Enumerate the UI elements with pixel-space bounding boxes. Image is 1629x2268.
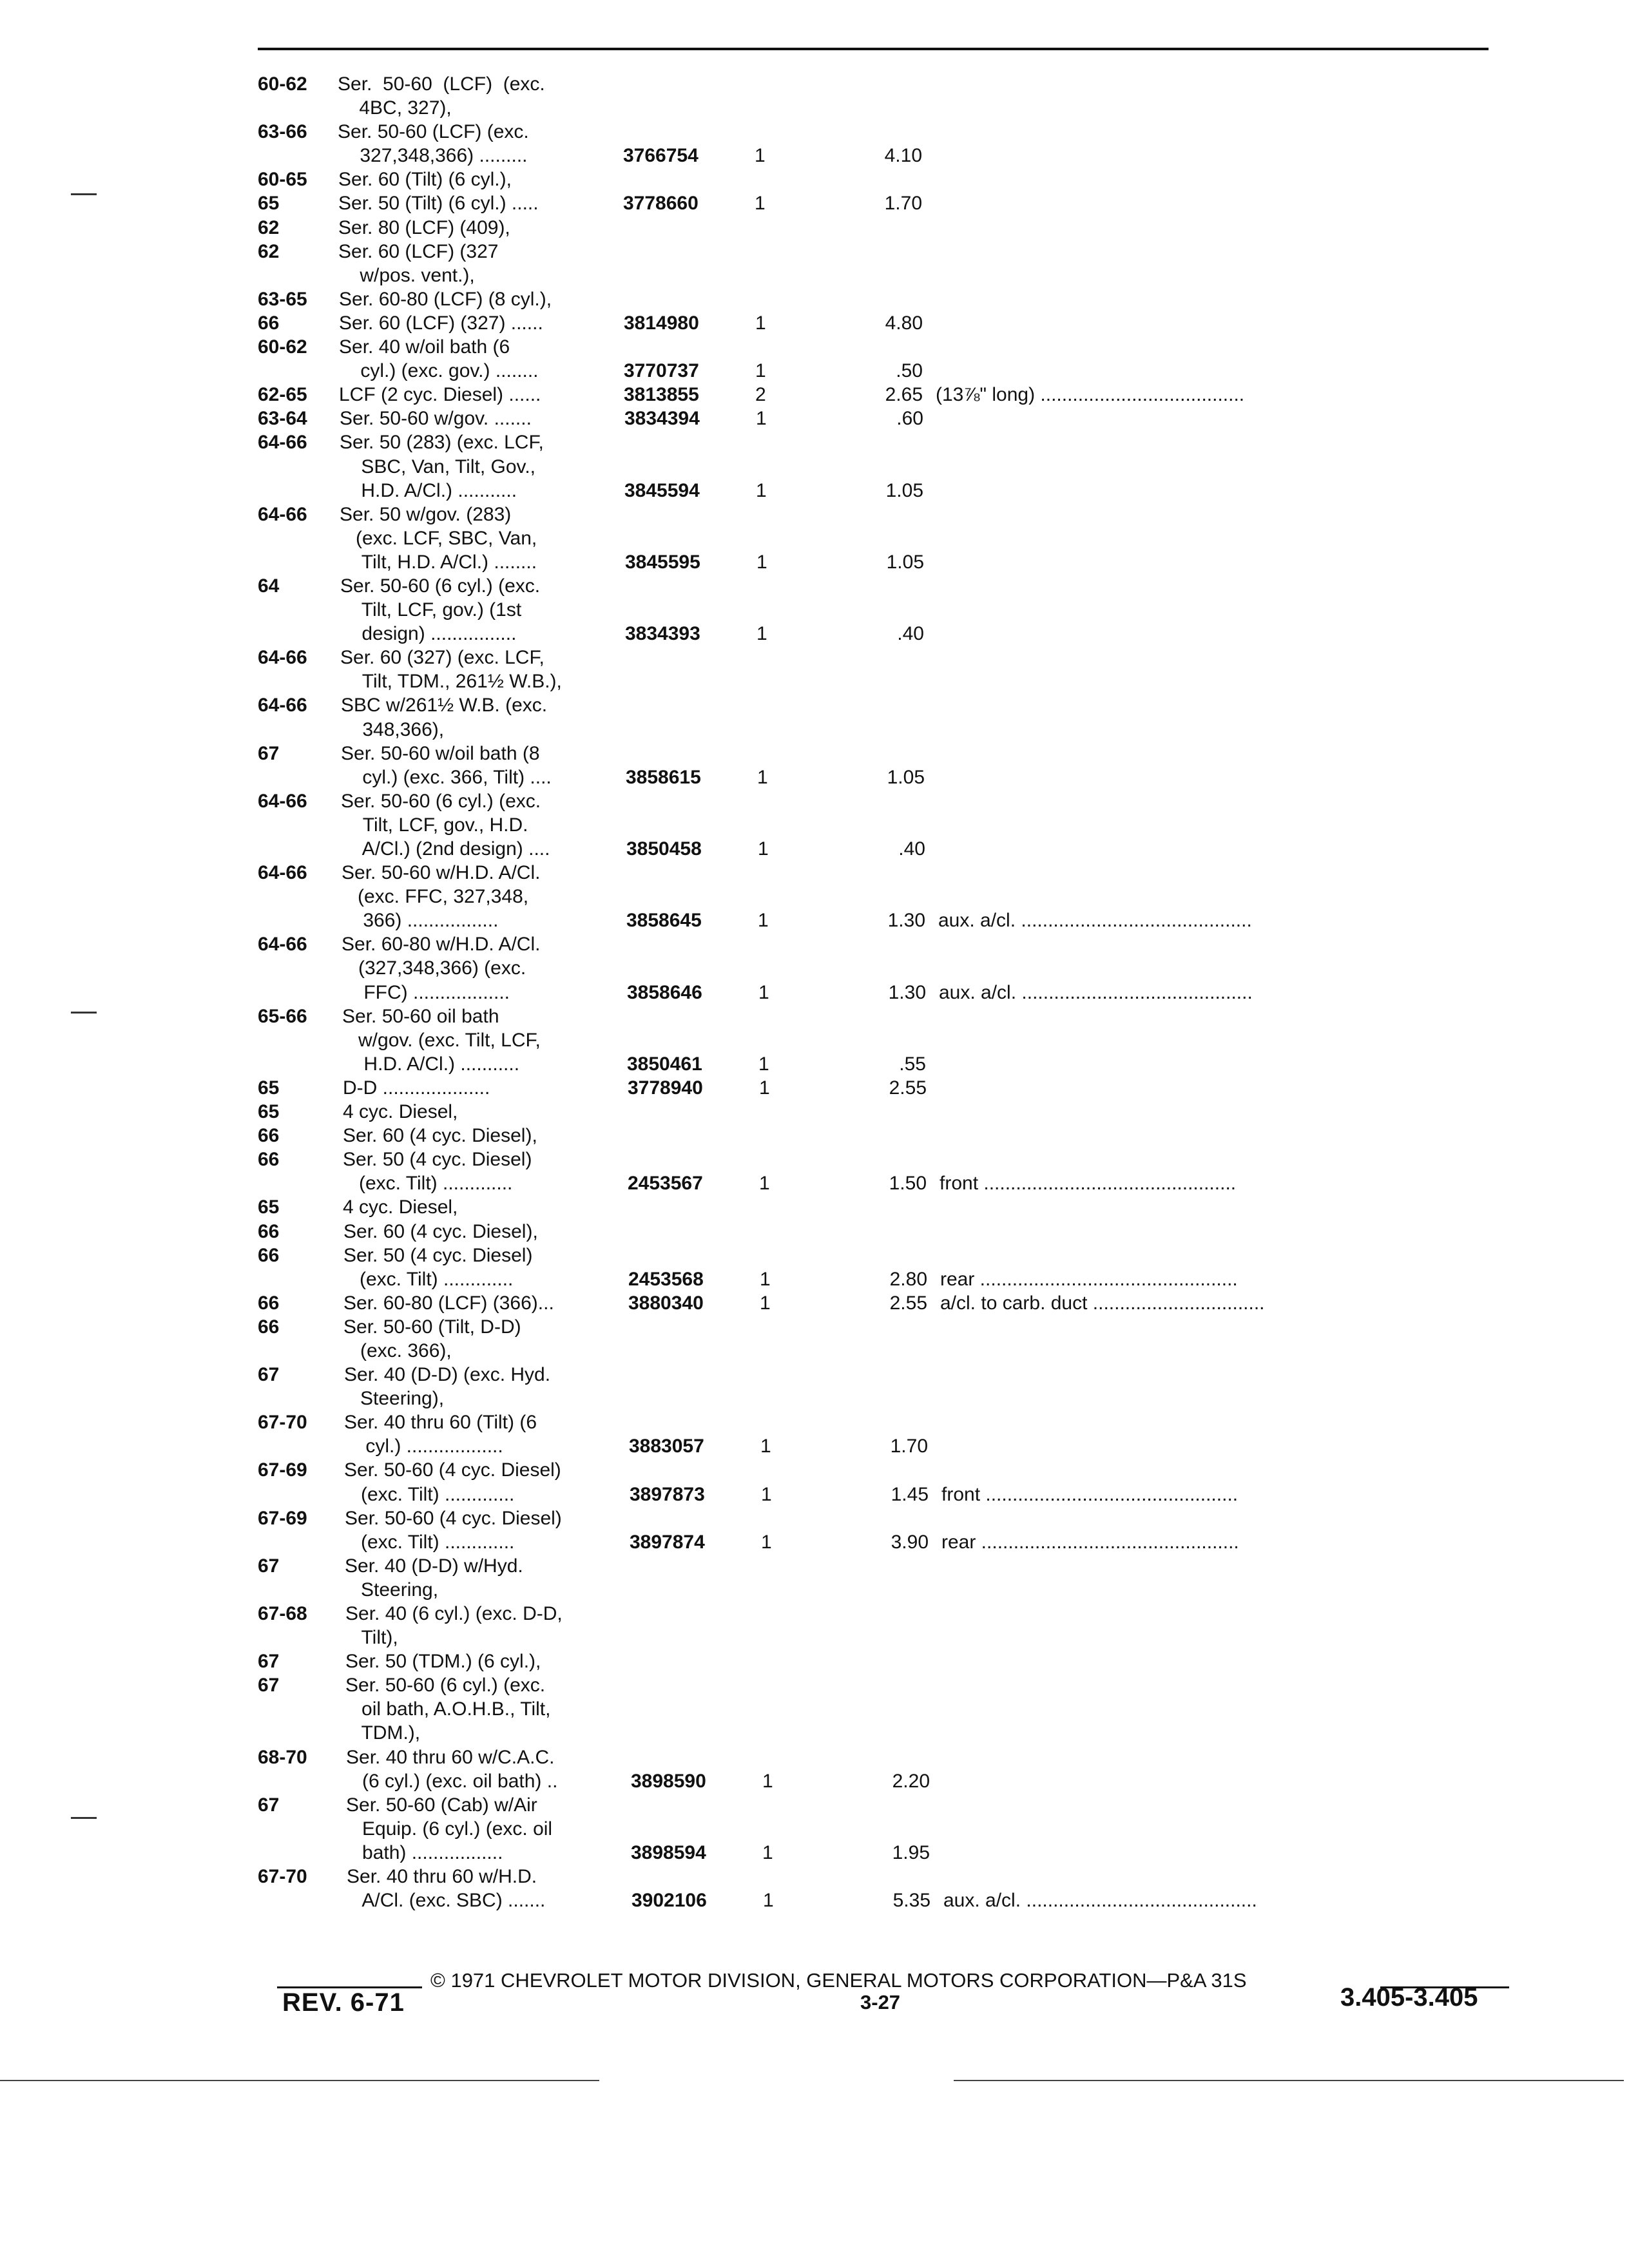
part-number: 3898594 — [631, 1841, 706, 1863]
year-range: 67 — [258, 1794, 280, 1816]
quantity: 2 — [755, 384, 766, 406]
year-range: 67 — [258, 1651, 280, 1673]
price: 1.05 — [886, 551, 924, 573]
part-note: aux. a/cl. ........................................... — [938, 910, 1252, 932]
price: 1.70 — [890, 1436, 928, 1457]
part-number: 3813855 — [624, 384, 699, 406]
year-range: 67-68 — [258, 1603, 307, 1624]
year-range: 63-64 — [258, 408, 307, 430]
price: 4.10 — [884, 145, 922, 167]
part-description: Ser. 50-60 (Cab) w/Air — [346, 1794, 537, 1816]
part-row — [258, 1626, 1514, 1649]
part-number: 3850458 — [626, 838, 702, 860]
price: 3.90 — [891, 1531, 929, 1553]
price: .40 — [897, 623, 924, 645]
part-description: Ser. 40 w/oil bath (6 — [339, 336, 510, 358]
part-row — [258, 1148, 1514, 1171]
year-range: 64-66 — [258, 503, 307, 525]
price: .55 — [899, 1053, 926, 1075]
part-row — [258, 479, 1514, 503]
year-range: 64-66 — [258, 695, 307, 716]
part-row — [258, 981, 1514, 1004]
price: 2.55 — [889, 1292, 927, 1314]
part-description: cyl.) .................. — [344, 1436, 503, 1457]
part-description: Ser. 60 (327) (exc. LCF, — [340, 647, 545, 669]
part-number: 3834394 — [624, 408, 700, 430]
part-description: Ser. 50 w/gov. (283) — [340, 503, 512, 525]
part-number: 3778660 — [623, 193, 699, 215]
year-range: 64-66 — [258, 790, 307, 812]
part-row — [258, 168, 1514, 191]
quantity: 1 — [758, 910, 769, 932]
part-number: 3766754 — [623, 145, 699, 167]
year-range: 67 — [258, 1555, 280, 1577]
part-description: (exc. LCF, SBC, Van, — [340, 527, 537, 549]
part-row — [258, 1865, 1514, 1888]
price: 1.30 — [888, 981, 926, 1003]
part-row — [258, 1267, 1514, 1291]
part-description: design) ................ — [340, 623, 517, 645]
part-note: aux. a/cl. ........................................... — [943, 1890, 1257, 1912]
part-number: 3834393 — [625, 623, 700, 645]
part-row — [258, 1483, 1514, 1506]
part-number: 3880340 — [628, 1292, 704, 1314]
part-description: Equip. (6 cyl.) (exc. oil — [346, 1818, 553, 1840]
part-number: 3814980 — [624, 312, 699, 334]
price: 2.80 — [889, 1268, 927, 1290]
year-range: 67-69 — [258, 1507, 307, 1529]
part-row — [258, 622, 1514, 646]
part-row — [258, 1124, 1514, 1148]
price: 1.50 — [889, 1173, 927, 1195]
part-row — [258, 837, 1514, 861]
part-description: (exc. FFC, 327,348, — [342, 886, 529, 908]
part-row — [258, 1244, 1514, 1267]
part-number: 3897874 — [630, 1531, 705, 1553]
quantity: 1 — [756, 479, 767, 501]
part-row — [258, 1052, 1514, 1076]
part-description: 327,348,366) ......... — [338, 145, 528, 167]
quantity: 1 — [755, 360, 766, 382]
part-description: Ser. 50-60 (Tilt, D-D) — [343, 1316, 521, 1338]
top-rule — [258, 48, 1489, 50]
part-description: Ser. 50-60 (4 cyc. Diesel) — [345, 1507, 562, 1529]
part-row — [258, 789, 1514, 813]
part-description: H.D. A/Cl.) ........... — [340, 479, 517, 501]
part-row — [258, 120, 1514, 144]
part-row — [258, 1220, 1514, 1244]
price: 5.35 — [892, 1890, 930, 1912]
quantity: 1 — [757, 551, 767, 573]
part-row — [258, 765, 1514, 789]
part-number: 3858645 — [626, 910, 702, 932]
part-row — [258, 1793, 1514, 1817]
part-description: (exc. Tilt) ............. — [343, 1268, 514, 1290]
part-row — [258, 503, 1514, 526]
year-range: 64-66 — [258, 432, 307, 454]
part-row — [258, 646, 1514, 669]
part-row — [258, 1554, 1514, 1578]
part-row — [258, 932, 1514, 956]
part-row — [258, 287, 1514, 311]
part-row — [258, 861, 1514, 885]
price: 1.45 — [891, 1483, 929, 1505]
price: .60 — [896, 408, 923, 430]
part-description: 4 cyc. Diesel, — [343, 1196, 458, 1218]
part-row — [258, 1578, 1514, 1602]
year-range: 60-65 — [258, 169, 307, 191]
year-range: 62 — [258, 240, 280, 262]
part-row — [258, 1434, 1514, 1458]
part-description: Ser. 50-60 (4 cyc. Diesel) — [344, 1459, 561, 1481]
part-row — [258, 1841, 1514, 1865]
year-range: 64 — [258, 575, 280, 597]
part-description: Ser. 60-80 w/H.D. A/Cl. — [342, 934, 541, 956]
part-number: 3858646 — [627, 981, 702, 1003]
part-description: Tilt, TDM., 261½ W.B.), — [341, 671, 562, 693]
part-description: Ser. 50 (TDM.) (6 cyl.), — [345, 1651, 541, 1673]
part-description: Tilt, LCF, gov.) (1st — [340, 599, 522, 621]
revision-date: REV. 6-71 — [282, 1988, 405, 2017]
margin-mark — [71, 1012, 97, 1014]
year-range: 66 — [258, 1316, 280, 1338]
part-description: Steering, — [345, 1579, 439, 1600]
part-description: Tilt), — [345, 1627, 398, 1649]
quantity: 1 — [758, 981, 769, 1003]
part-number: 3778940 — [628, 1077, 703, 1099]
part-description: Ser. 60 (LCF) (327 — [338, 240, 499, 262]
part-row — [258, 1602, 1514, 1626]
part-row — [258, 574, 1514, 598]
part-description: Ser. 50 (4 cyc. Diesel) — [343, 1149, 532, 1171]
part-description: TDM.), — [345, 1722, 421, 1744]
part-description: SBC, Van, Tilt, Gov., — [340, 456, 535, 477]
part-number: 3858615 — [626, 766, 701, 788]
bottom-rule-right — [954, 2080, 1624, 2081]
quantity: 1 — [759, 1173, 770, 1195]
part-row — [258, 718, 1514, 742]
part-description: Ser. 40 (D-D) w/Hyd. — [345, 1555, 523, 1577]
part-row — [258, 956, 1514, 980]
part-row — [258, 359, 1514, 383]
part-description: Tilt, H.D. A/Cl.) ........ — [340, 551, 537, 573]
part-row — [258, 1673, 1514, 1697]
year-range: 65 — [258, 1196, 280, 1218]
part-description: SBC w/261½ W.B. (exc. — [341, 695, 548, 716]
part-row — [258, 264, 1514, 287]
part-row — [258, 908, 1514, 932]
part-description: Ser. 40 (D-D) (exc. Hyd. — [344, 1364, 551, 1386]
quantity: 1 — [758, 838, 769, 860]
year-range: 60-62 — [258, 336, 307, 358]
part-description: H.D. A/Cl.) ........... — [342, 1053, 520, 1075]
part-row — [258, 1004, 1514, 1028]
year-range: 67 — [258, 1364, 280, 1386]
year-range: 65-66 — [258, 1005, 307, 1027]
year-range: 64-66 — [258, 647, 307, 669]
part-row — [258, 1410, 1514, 1434]
part-description: A/Cl. (exc. SBC) ....... — [347, 1890, 546, 1912]
year-range: 64-66 — [258, 862, 307, 884]
part-row — [258, 1195, 1514, 1219]
price: 2.55 — [889, 1077, 927, 1099]
part-row — [258, 1530, 1514, 1554]
price: 1.05 — [887, 766, 925, 788]
part-number: 2453568 — [628, 1268, 704, 1290]
part-description: Ser. 50-60 (6 cyl.) (exc. — [341, 790, 541, 812]
part-row — [258, 72, 1514, 96]
part-description: 348,366), — [341, 718, 445, 740]
price: 1.70 — [884, 193, 922, 215]
part-note: rear ................................................ — [941, 1531, 1239, 1553]
year-range: 65 — [258, 1077, 280, 1099]
bottom-rule-left — [0, 2080, 599, 2081]
price: 1.05 — [885, 479, 923, 501]
part-description: Ser. 50-60 (6 cyl.) (exc. — [340, 575, 541, 597]
part-number: 3850461 — [627, 1053, 702, 1075]
part-row — [258, 1745, 1514, 1769]
part-description: Ser. 60-80 (LCF) (366)... — [343, 1292, 554, 1314]
part-description: A/Cl.) (2nd design) .... — [342, 838, 550, 860]
part-description: D-D .................... — [343, 1077, 490, 1099]
part-description: Ser. 50-60 w/gov. ....... — [340, 408, 532, 430]
part-row — [258, 1171, 1514, 1195]
part-row — [258, 430, 1514, 454]
quantity: 1 — [762, 1841, 773, 1863]
part-row — [258, 813, 1514, 837]
part-note: aux. a/cl. ........................................... — [939, 981, 1253, 1003]
price: 1.95 — [892, 1841, 930, 1863]
part-description: Tilt, LCF, gov., H.D. — [342, 814, 528, 836]
part-description: 4BC, 327), — [338, 97, 452, 119]
part-row — [258, 1721, 1514, 1745]
part-note: front ............................................... — [940, 1173, 1237, 1195]
year-range: 65 — [258, 193, 280, 215]
part-row — [258, 1100, 1514, 1124]
year-range: 63-65 — [258, 288, 307, 310]
part-number: 3845594 — [624, 479, 700, 501]
part-description: Ser. 50-60 (LCF) (exc. — [338, 73, 545, 95]
year-range: 66 — [258, 1292, 280, 1314]
margin-mark — [71, 1817, 97, 1819]
quantity: 1 — [763, 1890, 774, 1912]
part-description: Ser. 40 thru 60 w/H.D. — [347, 1866, 537, 1888]
part-row — [258, 1076, 1514, 1100]
part-row — [258, 191, 1514, 215]
part-description: Steering), — [344, 1388, 445, 1410]
quantity: 1 — [756, 408, 767, 430]
year-range: 67-69 — [258, 1459, 307, 1481]
part-number: 3902106 — [631, 1890, 707, 1912]
quantity: 1 — [759, 1077, 770, 1099]
year-range: 66 — [258, 1244, 280, 1266]
parts-listing — [258, 72, 1514, 1912]
part-note: a/cl. to carb. duct ................................ — [940, 1292, 1265, 1314]
part-row — [258, 240, 1514, 264]
margin-mark — [71, 193, 97, 195]
part-note: front ............................................... — [941, 1483, 1239, 1505]
year-range: 62 — [258, 216, 280, 238]
part-description: Ser. 50-60 w/H.D. A/Cl. — [342, 862, 541, 884]
part-row — [258, 1315, 1514, 1339]
part-row — [258, 455, 1514, 479]
part-description: Ser. 50-60 (6 cyl.) (exc. — [345, 1675, 546, 1696]
part-description: cyl.) (exc. 366, Tilt) .... — [341, 766, 552, 788]
quantity: 1 — [758, 1053, 769, 1075]
price: 4.80 — [885, 312, 923, 334]
part-description: Ser. 60 (4 cyc. Diesel), — [343, 1125, 537, 1147]
part-row — [258, 1769, 1514, 1793]
part-description: w/gov. (exc. Tilt, LCF, — [342, 1029, 541, 1051]
year-range: 67 — [258, 1675, 280, 1696]
quantity: 1 — [760, 1292, 771, 1314]
part-row — [258, 1458, 1514, 1482]
part-row — [258, 885, 1514, 908]
year-range: 64-66 — [258, 934, 307, 956]
quantity: 1 — [760, 1436, 771, 1457]
year-range: 66 — [258, 312, 280, 334]
part-row — [258, 1888, 1514, 1912]
part-row — [258, 144, 1514, 168]
price: .50 — [896, 360, 923, 382]
part-row — [258, 96, 1514, 120]
page-number: 3-27 — [860, 1991, 901, 2013]
quantity: 1 — [761, 1483, 772, 1505]
part-description: FFC) .................. — [342, 981, 510, 1003]
year-range: 60-62 — [258, 73, 307, 95]
part-number: 3845595 — [625, 551, 700, 573]
quantity: 1 — [755, 193, 766, 215]
year-range: 67-70 — [258, 1866, 307, 1888]
year-range: 66 — [258, 1220, 280, 1242]
part-row — [258, 669, 1514, 693]
year-range: 63-66 — [258, 121, 307, 143]
part-description: Ser. 50-60 (LCF) (exc. — [338, 121, 529, 143]
part-description: oil bath, A.O.H.B., Tilt, — [345, 1698, 551, 1720]
part-row — [258, 693, 1514, 717]
quantity: 1 — [762, 1770, 773, 1792]
price: 2.65 — [885, 384, 923, 406]
quantity: 1 — [757, 766, 768, 788]
part-description: Ser. 60 (LCF) (327) ...... — [339, 312, 543, 334]
section-number: 3.405-3.405 — [1340, 1983, 1478, 2012]
year-range: 68-70 — [258, 1746, 307, 1768]
part-number: 3883057 — [629, 1436, 704, 1457]
year-range: 66 — [258, 1149, 280, 1171]
part-description: Ser. 80 (LCF) (409), — [338, 216, 510, 238]
part-row — [258, 311, 1514, 335]
part-note: rear ................................................ — [940, 1268, 1238, 1290]
part-row — [258, 1387, 1514, 1410]
part-row — [258, 550, 1514, 574]
part-row — [258, 1697, 1514, 1721]
quantity: 1 — [760, 1268, 771, 1290]
part-number: 3898590 — [631, 1770, 706, 1792]
part-description: 366) ................. — [342, 910, 499, 932]
price: .40 — [898, 838, 925, 860]
part-row — [258, 216, 1514, 240]
part-description: Ser. 60 (4 cyc. Diesel), — [343, 1220, 538, 1242]
part-description: cyl.) (exc. gov.) ........ — [339, 360, 539, 382]
part-description: Ser. 40 thru 60 (Tilt) (6 — [344, 1412, 537, 1434]
part-description: (327,348,366) (exc. — [342, 957, 526, 979]
part-row — [258, 598, 1514, 622]
part-description: Ser. 60 (Tilt) (6 cyl.), — [338, 169, 512, 191]
year-range: 67 — [258, 742, 280, 764]
part-description: Ser. 50 (283) (exc. LCF, — [340, 432, 544, 454]
part-description: (6 cyl.) (exc. oil bath) .. — [346, 1770, 558, 1792]
quantity: 1 — [755, 312, 766, 334]
part-description: Ser. 50 (Tilt) (6 cyl.) ..... — [338, 193, 539, 215]
part-description: bath) ................. — [346, 1841, 503, 1863]
part-description: Ser. 40 (6 cyl.) (exc. D-D, — [345, 1603, 563, 1624]
part-number: 3770737 — [624, 360, 699, 382]
part-row — [258, 1363, 1514, 1387]
part-description: Ser. 60-80 (LCF) (8 cyl.), — [339, 288, 552, 310]
part-row — [258, 1817, 1514, 1841]
year-range: 67-70 — [258, 1412, 307, 1434]
price: 1.30 — [887, 910, 925, 932]
part-number: 3897873 — [630, 1483, 705, 1505]
part-description: Ser. 40 thru 60 w/C.A.C. — [346, 1746, 555, 1768]
year-range: 66 — [258, 1125, 280, 1147]
part-row — [258, 1339, 1514, 1363]
part-description: (exc. Tilt) ............. — [345, 1483, 515, 1505]
year-range: 65 — [258, 1101, 280, 1123]
part-description: (exc. Tilt) ............. — [345, 1531, 515, 1553]
part-description: 4 cyc. Diesel, — [343, 1101, 458, 1123]
part-row — [258, 335, 1514, 359]
year-range: 62-65 — [258, 384, 307, 406]
part-note: (13⅞" long) ...................................... — [936, 384, 1245, 406]
part-number: 2453567 — [628, 1173, 703, 1195]
part-row — [258, 742, 1514, 765]
part-description: (exc. 366), — [344, 1340, 452, 1361]
part-row — [258, 407, 1514, 430]
part-row — [258, 526, 1514, 550]
part-row — [258, 1649, 1514, 1673]
part-description: (exc. Tilt) ............. — [343, 1173, 513, 1195]
price: 2.20 — [892, 1770, 930, 1792]
part-description: LCF (2 cyc. Diesel) ...... — [339, 384, 541, 406]
part-description: Ser. 50-60 oil bath — [342, 1005, 499, 1027]
part-row — [258, 1506, 1514, 1530]
part-description: Ser. 50 (4 cyc. Diesel) — [343, 1244, 533, 1266]
quantity: 1 — [757, 623, 767, 645]
part-row — [258, 383, 1514, 407]
part-row — [258, 1291, 1514, 1315]
quantity: 1 — [755, 145, 766, 167]
copyright-notice: © 1971 CHEVROLET MOTOR DIVISION, GENERAL MOTORS CORPORATION—P&A 31S — [430, 1969, 1247, 1992]
part-description: Ser. 50-60 w/oil bath (8 — [341, 742, 540, 764]
part-row — [258, 1028, 1514, 1052]
quantity: 1 — [761, 1531, 772, 1553]
part-description: w/pos. vent.), — [338, 264, 475, 286]
